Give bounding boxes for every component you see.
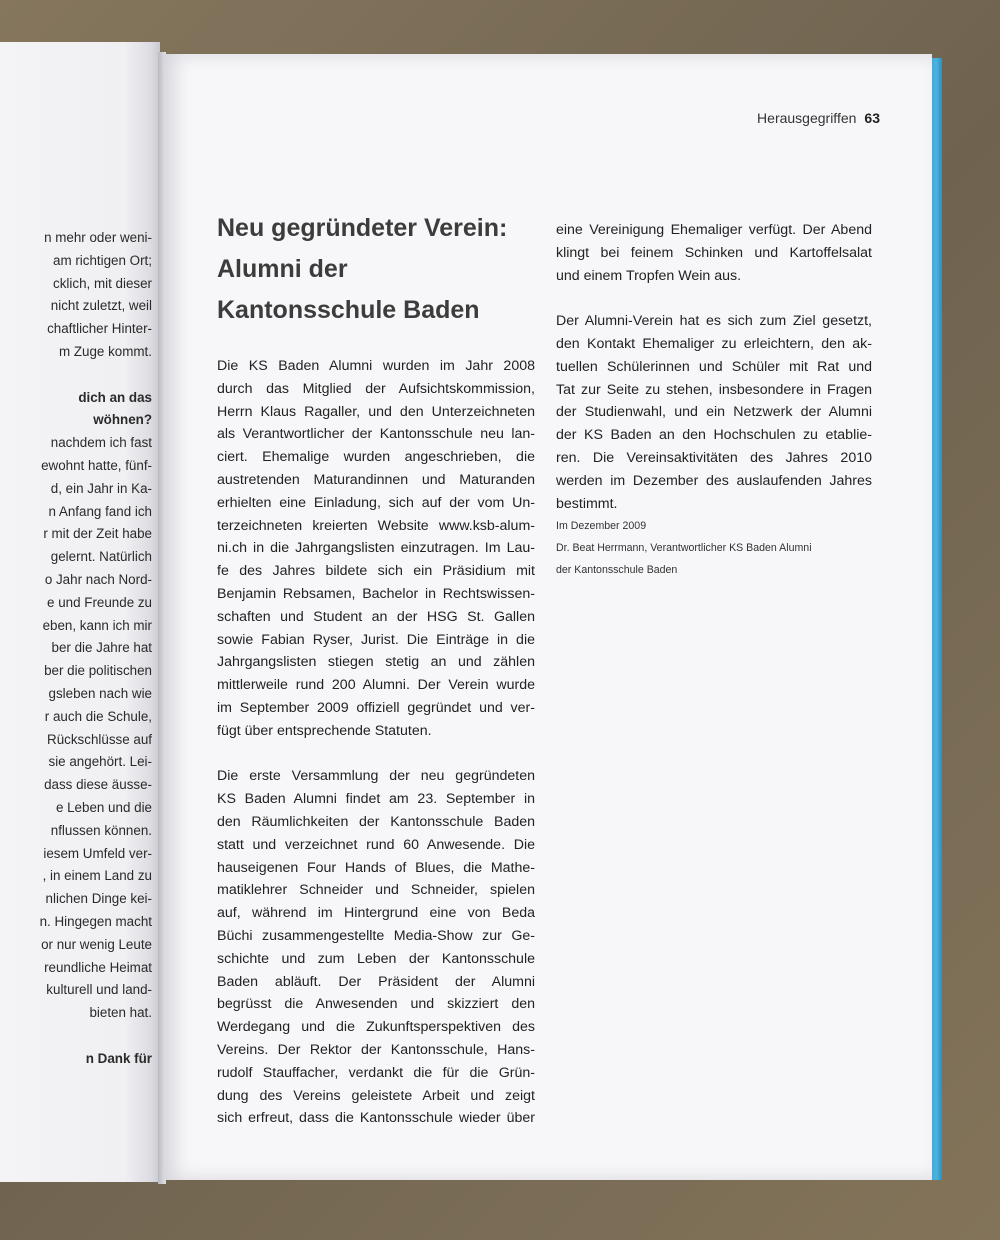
text-line: eine Vereinigung Ehemaliger verfügt. Der Abend [556,222,872,238]
text-line: Der Alumni-Verein hat es sich zum Ziel gesetzt, [556,313,872,330]
text-line: Vereins. Der Rektor der Kantonsschule, Hans- [217,1041,535,1058]
text-line: statt und verzeichnet rund 60 Anwesende. Die [217,836,535,853]
text-line: ren. Die Vereinsaktivitäten des Jahres 2010 [556,449,872,466]
text-line: schichte und zum Leben der Kantonsschule [217,950,535,967]
left-page-line: n Anfang fand ich [48,503,152,519]
text-line: austretenden Maturandinnen und Maturanden [217,471,535,488]
left-page-text-column [0,227,152,1070]
left-page [0,42,160,1182]
left-page-line: ber die politischen [44,663,152,679]
left-page-line: iesem Umfeld ver- [43,845,152,861]
left-page-line: wöhnen? [93,412,152,428]
text-line: den Kontakt Ehemaliger zu erleichtern, den ak- [556,335,872,352]
left-page-line: kulturell und land- [46,982,152,998]
article-title [217,208,547,331]
text-line: Die KS Baden Alumni wurden im Jahr 2008 [217,358,535,374]
article-column-1 [217,355,535,1130]
left-page-line: n. Hingegen macht [39,913,152,929]
left-page-line: reundliche Heimat [44,959,152,975]
text-line: als Verantwortlicher der Kantonsschule neu lan- [217,426,535,443]
left-page-line: or nur wenig Leute [41,936,152,952]
left-page-line: n mehr oder weni- [44,230,152,245]
left-page-line: nlichen Dinge kei- [45,891,152,907]
text-line: tuellen Schülerinnen und Schüler mit Rat und [556,358,872,375]
text-line: schaften und Student an der HSG St. Gallen [217,608,535,625]
left-page-line: , in einem Land zu [42,868,152,884]
text-line: fügt über entsprechende Statuten. [217,722,432,739]
text-line: sowie Fabian Ryser, Jurist. Die Einträge in die [217,631,535,648]
left-page-line: bieten hat. [89,1005,152,1021]
text-line: Tat zur Seite zu stehen, insbesondere in Fragen [556,381,872,398]
left-page-line: dich an das [78,389,152,405]
paragraph-4 [556,310,872,515]
left-page-line: n Dank für [85,1050,152,1066]
text-line: den Räumlichkeiten der Kantonsschule Baden [217,813,535,830]
left-page-line: nachdem ich fast [50,435,152,451]
title-line: Neu gegründeter Verein: [217,214,508,242]
left-page-line: gsleben nach wie [48,685,152,701]
paragraph-2 [217,765,535,1130]
text-line: bestimmt. [556,495,618,512]
text-line: ni.ch in die Jahrgangslisten einzutragen. Im Lau- [217,540,535,557]
left-page-line: chaftlicher Hinter- [47,321,152,337]
title-line: Kantonsschule Baden [217,296,480,324]
left-page-line: o Jahr nach Nord- [44,571,152,587]
left-page-line: e Leben und die [55,799,152,815]
paragraph-3 [556,219,872,287]
signature [556,537,872,581]
text-line: sich erfreut, dass die Kantonsschule wieder über [217,1110,535,1127]
signature-line: Dr. Beat Herrmann, Verantwortlicher KS Baden Alumni [556,542,812,555]
left-page-line: ber die Jahre hat [51,640,152,656]
left-page-line: nflussen können. [50,822,152,838]
text-line: Benjamin Rebsamen, Bachelor in Rechtswissen- [217,585,535,602]
text-line: werden im Dezember des auslaufenden Jahres [556,472,872,489]
left-page-line [0,364,152,387]
left-page-line: ewohnt hatte, fünf- [41,457,152,473]
text-line: mittlerweile rund 200 Alumni. Der Verein wurde [217,677,535,694]
left-page-line: am richtigen Ort; [53,252,152,268]
article-column-2 [556,219,872,581]
text-line: Werdegang und die Zukunftsperspektiven des [217,1019,535,1036]
left-page-line: d, ein Jahr in Ka- [50,480,152,496]
text-line: matiklehrer Schneider und Schneider, spielen [217,882,535,899]
left-page-line: Rückschlüsse auf [47,731,152,747]
text-line: der KS Baden an den Hochschulen zu etablie- [556,427,872,444]
left-page-line: gelernt. Natürlich [50,549,152,565]
signature-line: der Kantonsschule Baden [556,564,678,577]
text-line: Baden abläuft. Der Präsident der Alumni [217,973,535,990]
left-page-line: r auch die Schule, [44,708,152,724]
text-line: durch das Mitglied der Aufsichtskommission, [217,380,535,397]
text-line: Die erste Versammlung der neu gegründeten [217,768,535,785]
left-page-line: dass diese äusse- [44,777,152,793]
page-number: 63 [864,110,880,126]
text-line: dung des Vereins geleistete Arbeit und zeigt [217,1087,535,1104]
text-line: der Studienwahl, und ein Netzwerk der Alumni [556,404,872,421]
text-line: Herrn Klaus Ragaller, und den Unterzeichneten [217,403,535,420]
left-page-line: eben, kann ich mir [42,617,152,633]
text-line: rudolf Stauffacher, verdankt die für die Grün- [217,1064,535,1081]
text-line: und einem Tropfen Wein aus. [556,267,742,284]
text-line: Jahrgangslisten stiegen stetig an und zählen [217,654,535,671]
date-line: Im Dezember 2009 [556,520,647,533]
text-line: terzeichneten kreierten Website www.ksb-alum- [217,517,535,534]
paragraph-1 [217,355,535,743]
text-line: begrüsst die Anwesenden und skizziert den [217,996,535,1013]
running-header [700,110,880,126]
text-line: Büchi zusammengestellte Media-Show zur Ge- [217,927,535,944]
left-page-line: cklich, mit dieser [53,275,152,291]
left-page-line: e und Freunde zu [47,594,152,610]
text-line: auf, während im Hintergrund eine von Beda [217,905,535,922]
left-page-line: m Zuge kommt. [58,343,152,359]
text-line: erhielten eine Einladung, sich auf der vom Un- [217,494,535,511]
section-title: Herausgegriffen [757,110,857,126]
text-line: klingt bei feinem Schinken und Kartoffelsalat [556,244,872,261]
left-page-line: sie angehört. Lei- [48,754,152,770]
text-line: hauseigenen Four Hands of Blues, die Mathe- [217,859,535,876]
left-page-line [0,1025,152,1048]
title-line: Alumni der [217,255,348,283]
text-line: fe des Jahres bildete sich ein Präsidium mit [217,563,535,580]
left-page-line: nicht zuletzt, weil [50,298,152,314]
text-line: ciert. Ehemalige wurden angeschrieben, die [217,449,535,466]
text-line: KS Baden Alumni findet am 23. September in [217,791,535,808]
left-page-line: r mit der Zeit habe [43,526,152,542]
text-line: im September 2009 offiziell gegründet und ver- [217,699,535,716]
